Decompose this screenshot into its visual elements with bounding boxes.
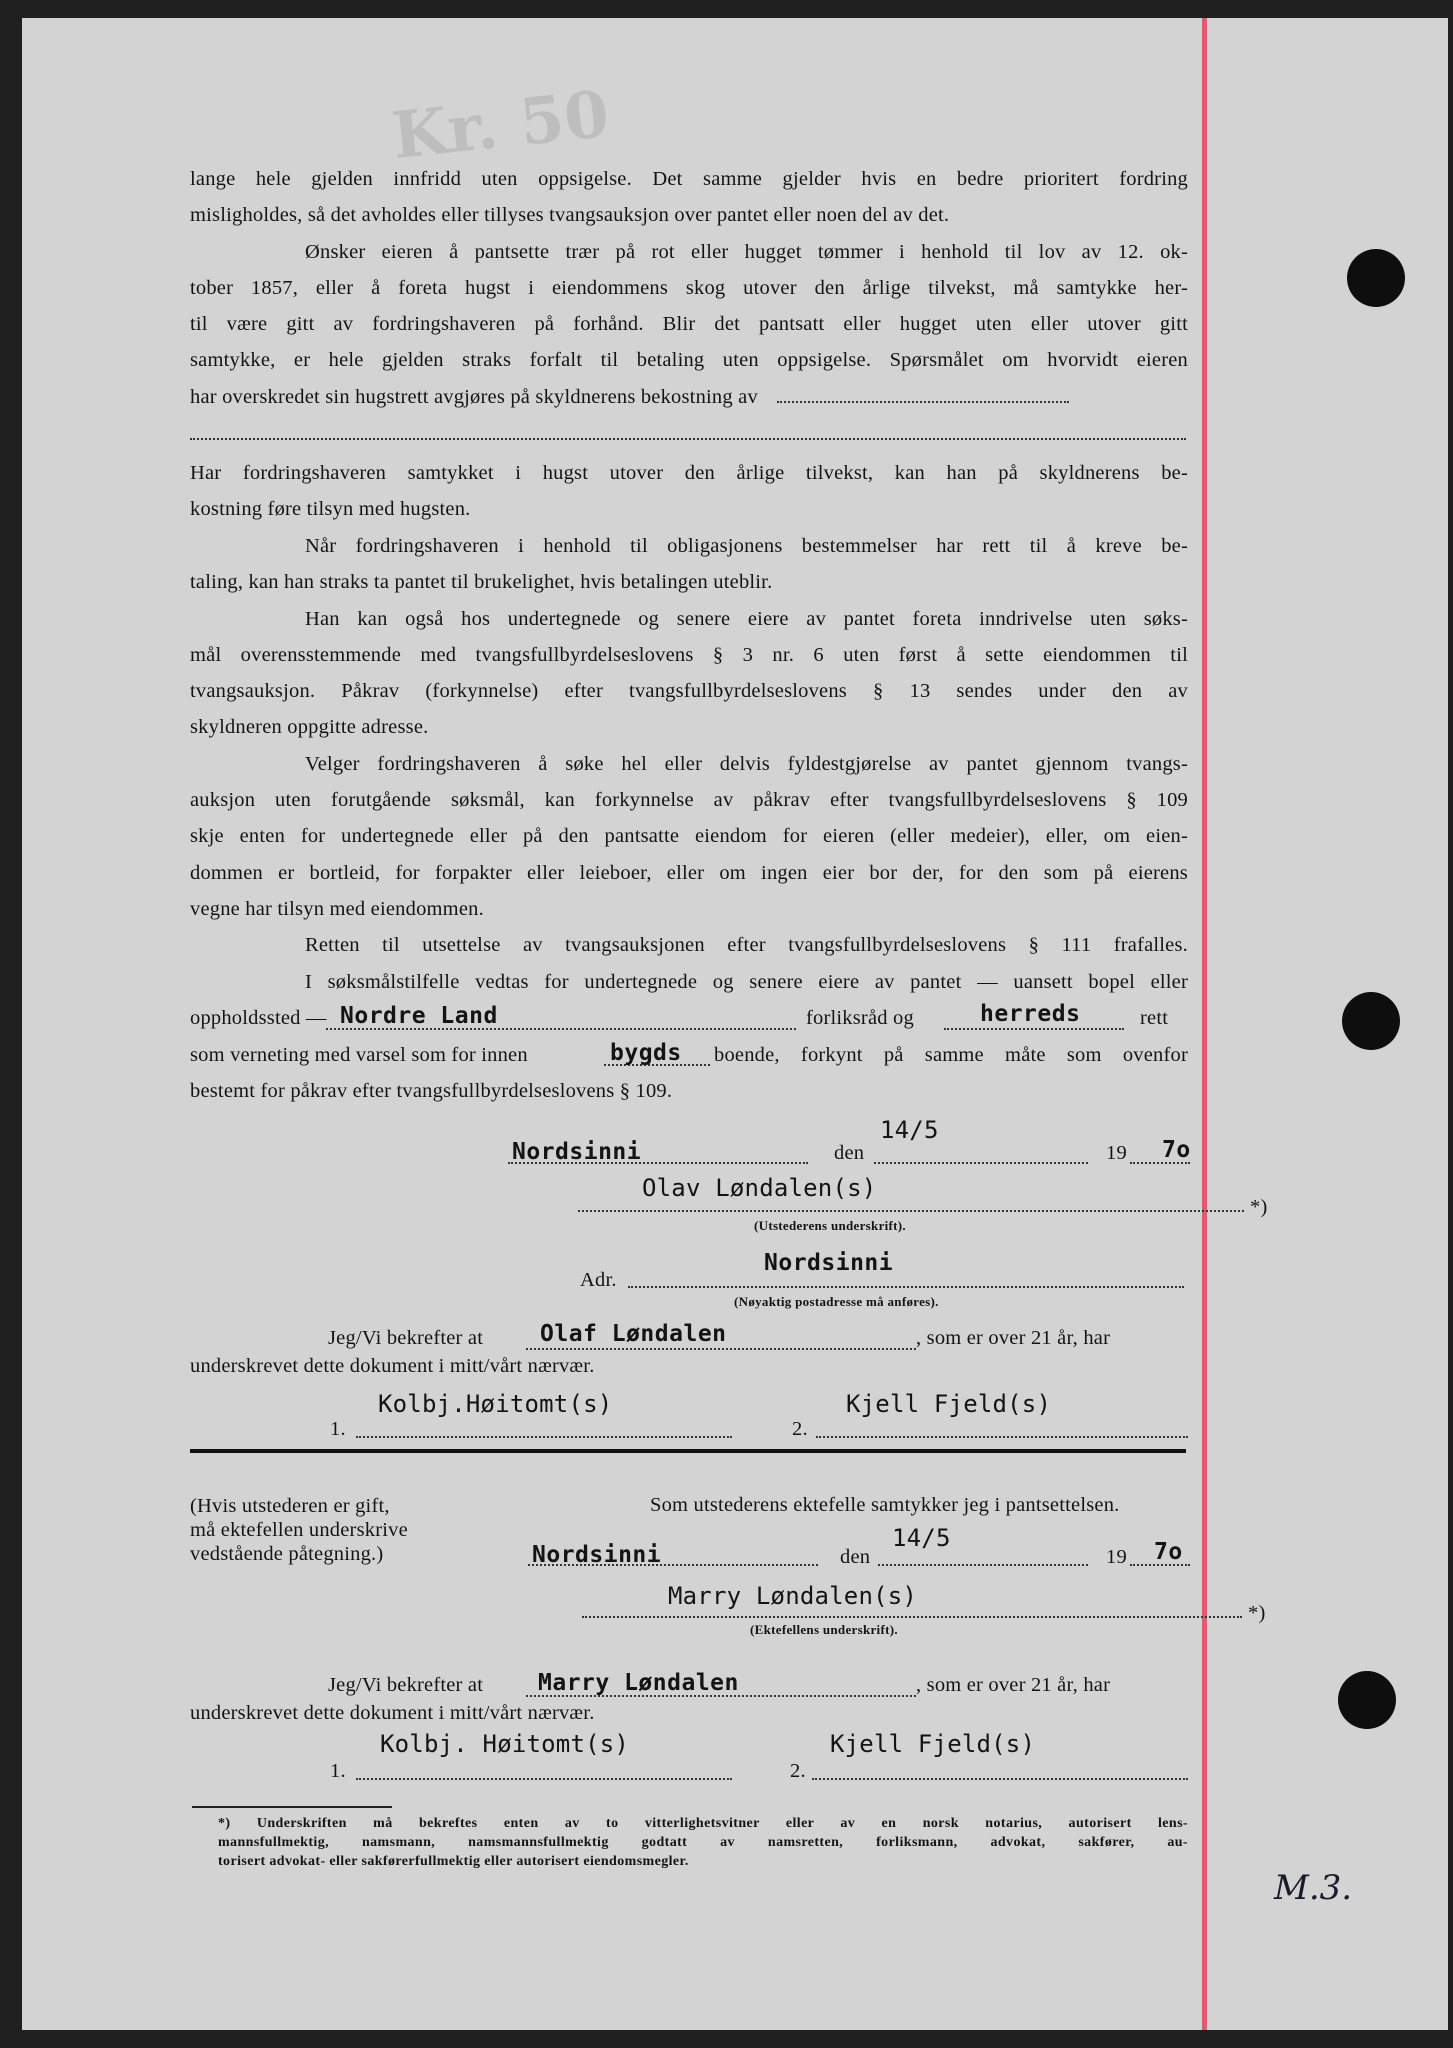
blank-fill-line — [528, 1564, 818, 1566]
issuer-den-label: den — [834, 1142, 865, 1164]
text-line: Ønsker eieren å pantsette trær på rot eller hugget tømmer i henhold til lov av 12. ok- — [305, 241, 1188, 263]
blank-fill-line — [190, 438, 1186, 440]
signature-caption: (Ektefellens underskrift). — [750, 1622, 898, 1637]
text-line: tvangsauksjon. Påkrav (forkynnelse) efter tvangsfullbyrdelseslovens § 13 sendes under den av — [190, 680, 1188, 702]
red-margin-line — [1202, 18, 1207, 2030]
spouse-signature: Marry Løndalen(s) — [668, 1582, 918, 1610]
address-caption: (Nøyaktig postadresse må anføres). — [734, 1294, 939, 1309]
rett-value: herreds — [980, 1001, 1081, 1027]
forliksrad-label: forliksråd og — [806, 1007, 914, 1029]
witness-number: 2. — [792, 1418, 808, 1440]
boende-label: boende, forkynt på samme måte som ovenfor — [714, 1044, 1188, 1066]
signature-line — [816, 1436, 1188, 1438]
text-line: vegne har tilsyn med eiendommen. — [190, 898, 484, 920]
text-line: Retten til utsettelse av tvangsauksjonen efter tvangsfullbyrdelseslovens § 111 frafalles. — [305, 934, 1188, 956]
text-line: dommen er bortleid, for forpakter eller leieboer, eller om ingen eier bor der, for den som på eierens — [190, 862, 1188, 884]
confirm-line2: underskrevet dette dokument i mitt/vårt nærvær. — [190, 1702, 595, 1724]
spouse-note-line: vedstående påtegning.) — [190, 1543, 384, 1565]
spouse-note — [190, 1494, 450, 1566]
text-line: Velger fordringshaveren å søke hel eller delvis fyldestgjørelse av pantet gjennom tvangs- — [305, 753, 1188, 775]
text-line: lange hele gjelden innfridd uten oppsigelse. Det samme gjelder hvis en bedre prioritert fordring — [190, 168, 1188, 190]
spouse-note-line: (Hvis utstederen er gift, — [190, 1495, 390, 1517]
blank-fill-line — [526, 1348, 916, 1350]
text-line: skyldneren oppgitte adresse. — [190, 716, 429, 738]
issuer-place: Nordsinni — [512, 1139, 642, 1165]
footnote-rule — [192, 1806, 392, 1808]
footnote-line: *) Underskriften må bekreftes enten av to vitterlighetsvitner eller av en norsk notarius, autorisert lens- — [218, 1816, 1188, 1831]
text-line: Når fordringshaveren i henhold til obligasjonens bestemmelser har rett til å kreve be- — [305, 535, 1188, 557]
text-line: bestemt for påkrav efter tvangsfullbyrdelseslovens § 109. — [190, 1080, 673, 1102]
footnote-line: torisert advokat- eller sakførerfullmektig eller autorisert eiendomsmegler. — [218, 1854, 689, 1869]
oppholdssted-label: oppholdssted — — [190, 1007, 327, 1029]
confirm-suffix: , som er over 21 år, har — [916, 1327, 1111, 1349]
text-line: taling, kan han straks ta pantet til brukelighet, hvis betalingen uteblir. — [190, 571, 773, 593]
signature-line — [356, 1778, 732, 1780]
footnote-asterisk: *) — [1248, 1602, 1266, 1624]
text-line: til være gitt av fordringshaveren på forhånd. Blir det pantsatt eller hugget uten eller utover gitt — [190, 313, 1188, 335]
blank-fill-line — [874, 1162, 1088, 1164]
boende-value: bygds — [610, 1040, 682, 1066]
spouse-year-prefix: 19 — [1106, 1546, 1127, 1568]
signature-line — [578, 1210, 1244, 1212]
issuer-date: 14/5 — [880, 1116, 939, 1144]
text-line: samtykke, er hele gjelden straks forfalt til betaling uten oppsigelse. Spørsmålet om hvorvidt eieren — [190, 349, 1188, 371]
document-page — [22, 18, 1448, 2030]
oppholdssted-value: Nordre Land — [340, 1003, 498, 1029]
text-line: kostning føre tilsyn med hugsten. — [190, 498, 471, 520]
issuer-year-suffix: 7o — [1162, 1137, 1191, 1163]
confirm-line2: underskrevet dette dokument i mitt/vårt nærvær. — [190, 1355, 595, 1377]
witness-2-signature: Kjell Fjeld(s) — [846, 1390, 1052, 1418]
punch-hole-icon — [1342, 992, 1400, 1050]
witness-number: 1. — [330, 1760, 346, 1782]
witness-1-signature: Kolbj.Høitomt(s) — [378, 1390, 613, 1418]
blank-fill-line — [508, 1162, 808, 1164]
punch-hole-icon — [1338, 1671, 1396, 1729]
text-line: mål overensstemmende med tvangsfullbyrdelseslovens § 3 nr. 6 uten først å sette eiendommen til — [190, 644, 1188, 666]
faded-stamp-mark: Kr. 50 — [388, 76, 613, 175]
footnote-asterisk: *) — [1250, 1196, 1268, 1218]
text-line: auksjon uten forutgående søksmål, kan forkynnelse av påkrav efter tvangsfullbyrdelseslovens § 109 — [190, 789, 1188, 811]
spouse-den-label: den — [840, 1546, 871, 1568]
witness-number: 1. — [330, 1418, 346, 1440]
spouse-consent: Som utstederens ektefelle samtykker jeg i pantsettelsen. — [650, 1494, 1120, 1516]
blank-fill-line — [628, 1286, 1184, 1288]
confirm-name: Marry Løndalen — [538, 1670, 739, 1696]
confirm-prefix: Jeg/Vi bekrefter at — [328, 1674, 484, 1696]
blank-fill-line — [878, 1564, 1088, 1566]
spouse-place: Nordsinni — [532, 1542, 662, 1568]
confirm-prefix: Jeg/Vi bekrefter at — [328, 1327, 484, 1349]
adr-label: Adr. — [580, 1269, 617, 1291]
issuer-year-prefix: 19 — [1106, 1142, 1127, 1164]
witness-1-signature: Kolbj. Høitomt(s) — [380, 1730, 630, 1758]
spouse-date: 14/5 — [892, 1524, 951, 1552]
punch-hole-icon — [1347, 249, 1405, 307]
text-line: tober 1857, eller å foreta hugst i eiendommens skog utover den årlige tilvekst, må samtykke her- — [190, 277, 1188, 299]
section-divider — [190, 1449, 1186, 1453]
signature-line — [812, 1778, 1188, 1780]
blank-fill-line — [777, 400, 1069, 403]
rett-label: rett — [1140, 1007, 1169, 1029]
text-line — [190, 386, 1188, 409]
witness-number: 2. — [790, 1760, 806, 1782]
text-line: Har fordringshaveren samtykket i hugst utover den årlige tilvekst, kan han på skyldnerens be- — [190, 462, 1188, 484]
spouse-year-suffix: 7o — [1154, 1539, 1183, 1565]
text-line: Han kan også hos undertegnede og senere eiere av pantet foreta inndrivelse uten søks- — [305, 608, 1188, 630]
blank-fill-line — [944, 1028, 1124, 1030]
text-line: I søksmålstilfelle vedtas for undertegnede og senere eiere av pantet — uansett bopel eller — [305, 971, 1188, 993]
signature-line — [356, 1436, 732, 1438]
witness-2-signature: Kjell Fjeld(s) — [830, 1730, 1036, 1758]
text-line: misligholdes, så det avholdes eller tillyses tvangsauksjon over pantet eller noen del av det. — [190, 204, 950, 226]
issuer-signature: Olav Løndalen(s) — [642, 1174, 877, 1202]
confirm-name: Olaf Løndalen — [540, 1321, 727, 1347]
confirm-suffix: , som er over 21 år, har — [916, 1674, 1111, 1696]
text-line-content: har overskredet sin hugstrett avgjøres på skyldnerens bekostning av — [190, 386, 758, 408]
verneting-label: som verneting med varsel som for innen — [190, 1044, 528, 1066]
signature-line — [582, 1616, 1242, 1618]
signature-caption: (Utstederens underskrift). — [754, 1218, 906, 1233]
handwritten-margin-note: M.3. — [1274, 1868, 1353, 1908]
footnote — [218, 1816, 1188, 1873]
footnote-line: mannsfullmektig, namsmann, namsmannsfullmektig godtatt av namsretten, forliksmann, advokat, sakfører, au- — [218, 1835, 1188, 1850]
text-line: skje enten for undertegnede eller på den pantsatte eiendom for eieren (eller medeier), eller, om eien- — [190, 825, 1188, 847]
spouse-note-line: må ektefellen underskrive — [190, 1519, 408, 1541]
issuer-address: Nordsinni — [764, 1250, 894, 1276]
